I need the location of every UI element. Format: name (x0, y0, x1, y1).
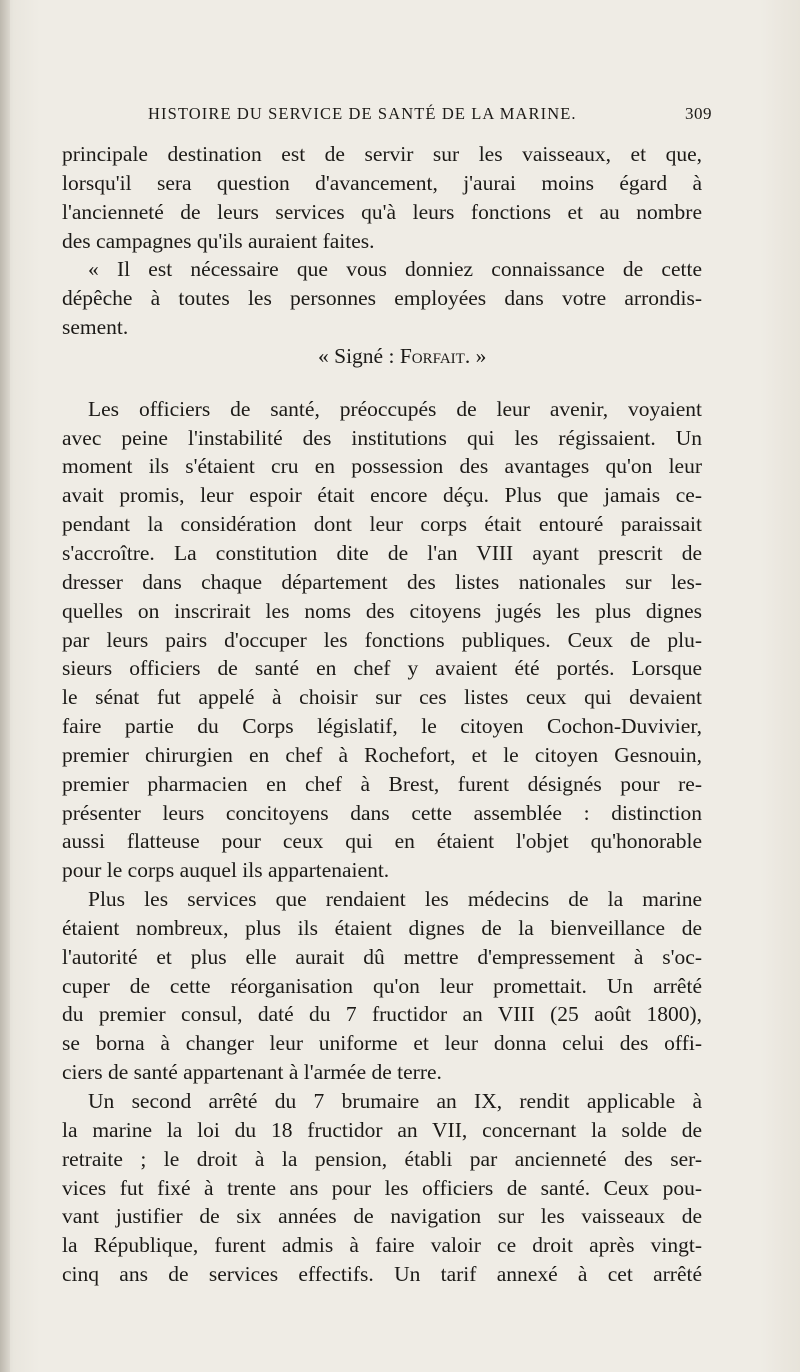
text-line: l'autorité et plus elle aurait dû mettre d'empressement à s'oc- (62, 944, 702, 969)
paragraph-spacer (62, 371, 702, 395)
paragraph (62, 1087, 702, 1289)
text-line: Un second arrêté du 7 brumaire an IX, rendit applicable à (88, 1089, 702, 1113)
text-line: dépêche à toutes les personnes employées dans votre arrondis- (62, 286, 702, 311)
body-text (62, 140, 702, 1289)
text-line: la marine la loi du 18 fructidor an VII, concernant la solde de (62, 1117, 702, 1142)
text-line: par leurs pairs d'occuper les fonctions publiques. Ceux de plu- (62, 627, 702, 652)
text-line: sieurs officiers de santé en chef y avaient été portés. Lorsque (62, 656, 702, 681)
paragraph (62, 255, 702, 342)
text-line: ciers de santé appartenant à l'armée de terre. (62, 1060, 442, 1085)
text-line: s'accroître. La constitution dite de l'an VIII ayant prescrit de (62, 540, 702, 565)
text-line: cuper de cette réorganisation qu'on leur promettait. Un arrêté (62, 973, 702, 998)
text-line: pendant la considération dont leur corps était entouré paraissait (62, 512, 702, 537)
signature-suffix: . » (464, 343, 487, 368)
text-line: dresser dans chaque département des listes nationales sur les- (62, 569, 702, 594)
text-line: quelles on inscrirait les noms des citoyens jugés les plus dignes (62, 598, 702, 623)
text-line: principale destination est de servir sur les vaisseaux, et que, (62, 142, 702, 166)
text-line: aussi flatteuse pour ceux qui en étaient l'objet qu'honorable (62, 829, 702, 854)
text-line: moment ils s'étaient cru en possession des avantages qu'on leur (62, 454, 702, 479)
text-line: faire partie du Corps législatif, le citoyen Cochon-Duvivier, (62, 714, 702, 739)
page-number: 309 (685, 104, 712, 123)
text-line: Plus les services que rendaient les médecins de la marine (88, 887, 702, 912)
text-line: sement. (62, 315, 129, 340)
text-line: vant justifier de six années de navigation sur les vaisseaux de (62, 1204, 702, 1229)
running-header (62, 104, 712, 128)
text-line: retraite ; le droit à la pension, établi par ancienneté des ser- (62, 1146, 702, 1171)
text-line: Les officiers de santé, préoccupés de leur avenir, voyaient (88, 396, 702, 421)
text-line: avait promis, leur espoir était encore déçu. Plus que jamais ce- (62, 483, 702, 508)
text-line: des campagnes qu'ils auraient faites. (62, 228, 375, 253)
text-line: étaient nombreux, plus ils étaient dignes de la bienveillance de (62, 915, 702, 940)
signature-line (62, 342, 702, 371)
text-line: « Il est nécessaire que vous donniez connaissance de cette (88, 257, 702, 282)
text-line: pour le corps auquel ils appartenaient. (62, 858, 390, 883)
text-line: premier pharmacien en chef à Brest, furent désignés pour re- (62, 771, 702, 796)
page-binding-edge (0, 0, 10, 1372)
text-line: lorsqu'il sera question d'avancement, j'aurai moins égard à (62, 170, 702, 195)
paragraph (62, 140, 702, 255)
signature-prefix: « Signé : (318, 343, 400, 368)
text-line: l'ancienneté de leurs services qu'à leurs fonctions et au nombre (62, 199, 702, 224)
running-header-title: HISTOIRE DU SERVICE DE SANTÉ DE LA MARINE. (148, 104, 577, 123)
text-line: le sénat fut appelé à choisir sur ces listes ceux qui devaient (62, 685, 702, 710)
text-line: premier chirurgien en chef à Rochefort, et le citoyen Gesnouin, (62, 742, 702, 767)
text-line: se borna à changer leur uniforme et leur donna celui des offi- (62, 1031, 702, 1056)
signature-name: Forfait (399, 343, 465, 368)
text-line: avec peine l'instabilité des institutions qui les régissaient. Un (62, 425, 702, 450)
text-line: du premier consul, daté du 7 fructidor an VIII (25 août 1800), (62, 1002, 702, 1027)
text-line: présenter leurs concitoyens dans cette assemblée : distinction (62, 800, 702, 825)
paragraph (62, 885, 702, 1087)
text-line: la République, furent admis à faire valoir ce droit après vingt- (62, 1233, 702, 1258)
text-line: cinq ans de services effectifs. Un tarif annexé à cet arrêté (62, 1262, 702, 1287)
paragraph (62, 395, 702, 885)
text-line: vices fut fixé à trente ans pour les officiers de santé. Ceux pou- (62, 1175, 702, 1200)
